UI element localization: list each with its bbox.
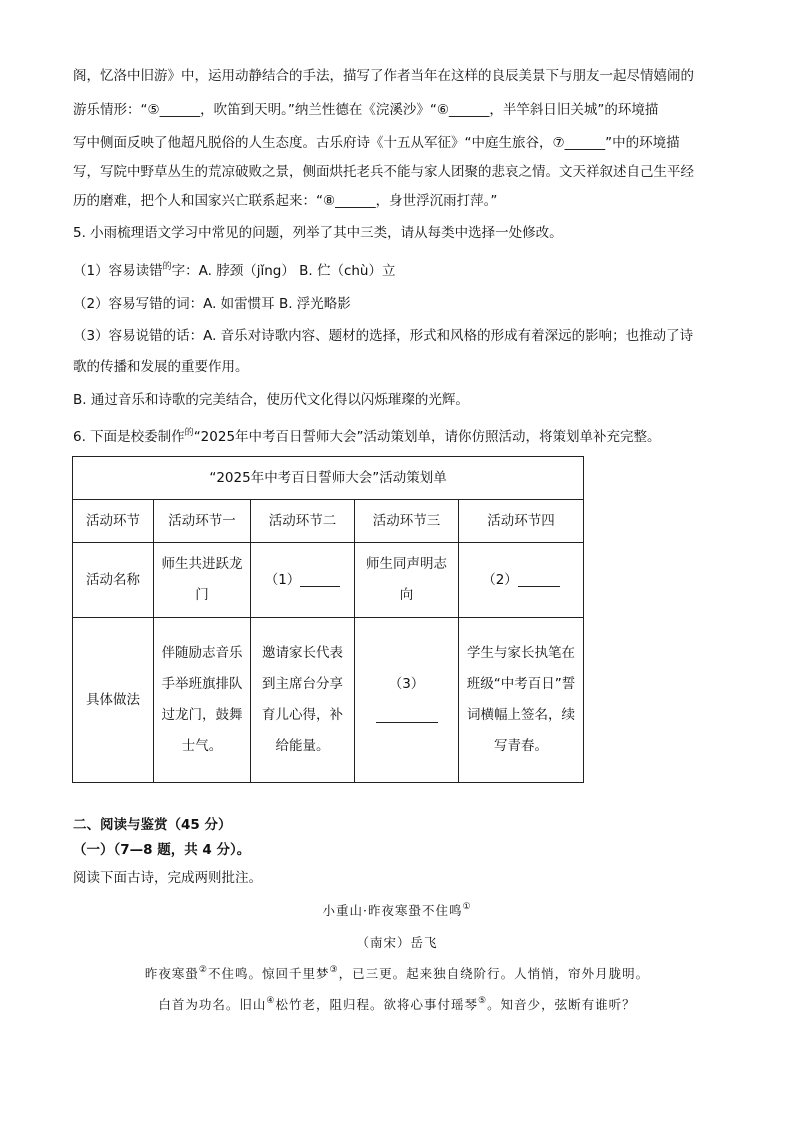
poem-line-2-a: 白首为功名。旧山 (158, 997, 267, 1012)
table-header-cell: 活动环节一 (154, 500, 251, 543)
table-header-cell: 活动环节三 (355, 500, 459, 543)
intro-line-4: 写，写院中野草丛生的荒凉破败之景，侧面烘托老兵不能与家人团聚的悲哀之情。文天祥叙述自己生平经 (73, 164, 694, 180)
blank-2-line[interactable] (518, 572, 560, 587)
table-row-name (73, 543, 584, 618)
activity-2-method: 邀请家长代表到主席台分享育儿心得，补给能量。 (251, 618, 355, 783)
q5-item-3-line-1: （3）容易说错的话：A. 音乐对诗歌内容、题材的选择，形式和风格的形成有着深远的影响；也推动了诗 (73, 328, 694, 344)
q5-stem: 5. 小雨梳理语文学习中常见的问题，列举了其中三类，请从每类中选择一处修改。 (73, 225, 563, 241)
table-header-cell: 活动环节二 (251, 500, 355, 543)
q5-item-2: （2）容易写错的词：A. 如雷惯耳 B. 浮光略影 (73, 296, 351, 312)
activity-4-name-blank[interactable] (459, 543, 584, 618)
activity-1-name: 师生共进跃龙门 (154, 543, 251, 618)
intro-line-1: 阁，忆洛中旧游》中，运用动静结合的手法，描写了作者当年在这样的良辰美景下与朋友一起尽情嬉闹的 (73, 68, 694, 84)
q5-item-3-line-2: 歌的传播和发展的重要作用。 (73, 359, 249, 375)
table-title: “2025年中考百日誓师大会”活动策划单 (73, 457, 584, 500)
poem-note-3: ③ (329, 965, 339, 975)
blank-2-label: （2） (482, 571, 518, 588)
poem-note-2: ② (198, 965, 208, 975)
poem-line-1-a: 昨夜寒蛩 (144, 966, 199, 981)
poem-title-text: 小重山·昨夜寒蛩不住鸣 (322, 903, 463, 918)
poem-line-1-c: ，已三更。起来独自绕阶行。人悄悄，帘外月胧明。 (338, 966, 650, 981)
activity-1-method: 伴随励志音乐手举班旗排队过龙门，鼓舞士气。 (154, 618, 251, 783)
activity-plan-table (72, 456, 584, 783)
poem-line-1-b: 不住鸣。惊回千里梦 (207, 966, 330, 981)
intro-line-3: 写中侧面反映了他超凡脱俗的人生态度。古乐府诗《十五从军征》“中庭生旅谷，⑦______”中的环境描 (73, 135, 680, 151)
poem-line-2-c: 。知音少，弦断有谁听？ (487, 997, 636, 1012)
blank-1-line[interactable] (300, 572, 340, 587)
poem-line-2-b: 松竹老，阻归程。欲将心事付瑶琴 (275, 997, 478, 1012)
q6-stem (73, 427, 661, 449)
q5-item-1-rest: 字：A. 脖颈（jǐng） B. 伫（chù）立 (171, 263, 396, 279)
section-2-heading: 二、阅读与鉴赏（45 分） (73, 817, 232, 833)
q6-stem-prefix: 6. 下面是校委制作 (73, 429, 185, 445)
poem-title (0, 901, 794, 919)
table-header-row (73, 500, 584, 543)
row-label-activity-name: 活动名称 (73, 543, 154, 618)
activity-4-method: 学生与家长执笔在班级“中考百日”誓词横幅上签名，续写青春。 (459, 618, 584, 783)
q6-stem-tiny: 的 (184, 428, 194, 438)
intro-line-2: 游乐情形：“⑤______，吹笛到天明。”纳兰性德在《浣溪沙》“⑥______，半竿斜日旧关城”的环境描 (73, 102, 659, 118)
blank-1-label: （1） (264, 571, 301, 588)
q5-item-1 (73, 261, 396, 283)
table-header-cell: 活动环节四 (459, 500, 584, 543)
q5-item-3-b: B. 通过音乐和诗歌的完美结合，使历代文化得以闪烁璀璨的光辉。 (73, 392, 469, 408)
poem-line-1 (0, 964, 794, 982)
blank-3-label: （3） (388, 676, 425, 692)
poem-line-2 (0, 995, 794, 1013)
poem-note-4: ④ (266, 996, 276, 1006)
table-row-method (73, 618, 584, 783)
q5-item-1-prefix: （1）容易读错 (73, 263, 163, 279)
q6-stem-rest: “2025年中考百日誓师大会”活动策划单，请你仿照活动，将策划单补充完整。 (193, 429, 661, 445)
poem-author: （南宋）岳飞 (356, 935, 438, 950)
section-2-instruction: 阅读下面古诗，完成两则批注。 (73, 870, 262, 886)
row-label-method: 具体做法 (73, 618, 154, 783)
poem-note-5: ⑤ (478, 996, 488, 1006)
activity-3-method-blank[interactable] (355, 618, 459, 783)
q5-item-1-tiny: 的 (162, 262, 172, 272)
intro-line-5: 历的磨难，把个人和国家兴亡联系起来：“⑧______，身世浮沉雨打萍。” (73, 193, 498, 209)
table-header-cell: 活动环节 (73, 500, 154, 543)
activity-2-name-blank[interactable] (251, 543, 355, 618)
poem-title-note: ① (462, 902, 472, 912)
blank-3-line[interactable] (376, 708, 438, 723)
activity-3-name: 师生同声明志向 (355, 543, 459, 618)
section-2-subheading: （一）（7—8 题，共 4 分）。 (73, 842, 251, 858)
